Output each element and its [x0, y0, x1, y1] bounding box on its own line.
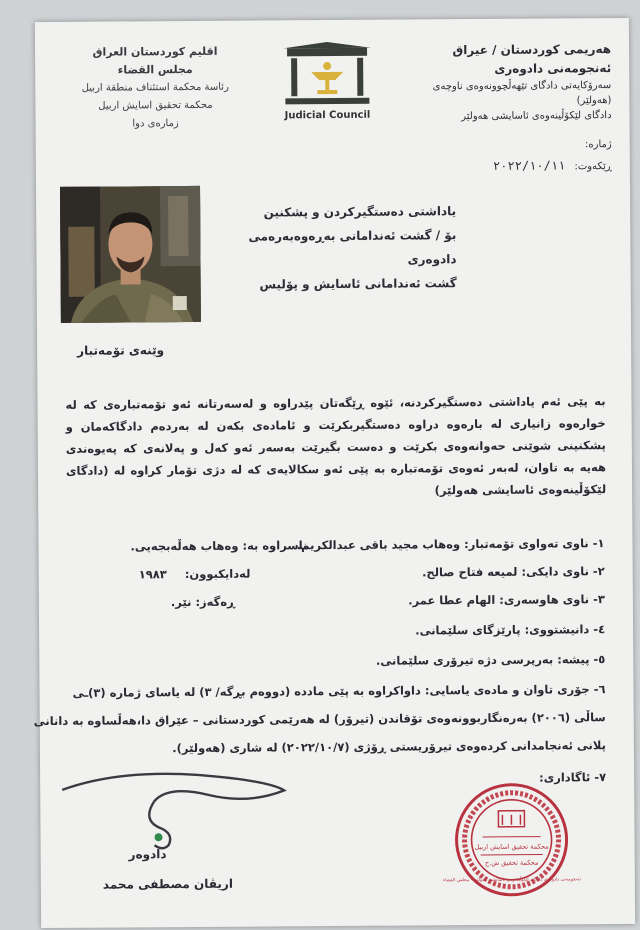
birth-label: لەدایکبوون:	[184, 566, 251, 582]
stamp-center-line1: محكمة تحقيق اسايش اربيل	[474, 842, 549, 852]
header-right	[401, 40, 612, 175]
item-nickname: ناسراوە بە: وەهاب هەڵەبجەیی.	[130, 538, 308, 554]
judge-signature-icon	[58, 760, 289, 882]
document-page	[35, 18, 635, 928]
item-gender: ڕەگەز: نێر.	[170, 594, 235, 610]
item-crime-line3: پلانی ئەنجامدانی کردەوەی تیرۆریستی ڕۆژی (٢٠٢٢/١٠/٧) لە شاری (هەولێر).	[172, 738, 606, 756]
date-value: ٢٠٢٢/١٠/١١	[492, 158, 566, 173]
stamp-center-line2: محكمة تحقيق ش.ح	[484, 858, 539, 867]
document-title	[206, 199, 457, 297]
court-stamp-icon	[442, 780, 581, 899]
date-label: ڕێکەوت:	[574, 161, 612, 173]
header-right-number: ژمارە:	[585, 139, 612, 151]
header-left-line3: رئاسة محكمة استئناف منطقة اربيل	[81, 81, 229, 94]
header-left	[55, 43, 256, 134]
item-wife: ٣- ناوی هاوسەری: الهام عطا عمر.	[408, 592, 605, 608]
title-line1: یاداشتی دەستگیرکردن و پشکنین	[263, 204, 457, 220]
item-job: ٥- پیشە: بەرپرسی دژە تیرۆری سلێمانی.	[375, 652, 606, 668]
header-right-line3: سەرۆکایەتی دادگای تێهەڵچوونەوەی ناوچەی (هەولێر)	[432, 80, 612, 107]
header-left-line5: زمارەی دوا	[132, 118, 179, 130]
header-right-line1: هەریمی کوردستان / عیراق	[452, 42, 612, 58]
logo-caption: Judicial Council	[284, 109, 371, 122]
judicial-council-logo	[277, 42, 378, 133]
item-name: ١- ناوی تەواوی تۆمەتبار: وەهاب مجید باقی عبدالكريم.	[296, 536, 605, 553]
header-right-line4: دادگای لێکۆڵینەوەی ئاسایشی هەولێر	[461, 110, 612, 123]
photo-caption: وێنەی تۆمەتبار	[77, 343, 165, 358]
signature-role: دادوەر	[128, 847, 167, 862]
body-paragraph: بە پێی ئەم یاداشتی دەستگیرکردنە، ئێوە ڕێگەتان پێدراوە و لەسەرتانە ئەو تۆمەتبارەی کە لە خوارەوە زانیاری لە بارەوە دراوە دەستگیربکرێت و ئامادەی بکەن لە بەردەم دادگاکەمان و پشکنینی شوێنی حەوانەوەی بکرێت و دەست بگیرێت بەسەر ئەو کەل و پەلانەی کە پەیوەندی هەیە بە تاوان، لەبەر ئەوەی تۆمەتبارە بە پێی ئەو سکالایەی کە لە دژی تۆمار کراوە لە (دادگای لێکۆڵینەوەی ئاسایشی هەولێر)	[65, 394, 607, 498]
item-crime-line2: ساڵی (٢٠٠٦) بەرەنگاربوونەوەی تۆقاندن (تیرۆر) لە هەرێمی کوردستانی – عێراق دا،هەڵساوە بە دانانی	[33, 710, 606, 729]
item-mother: ٢- ناوی دایکی: لميعه فتاح صالح.	[421, 564, 605, 580]
birth-year: ١٩٨٣	[138, 567, 167, 582]
suspect-photo	[60, 186, 201, 323]
header-left-line2: مجلس القضاء	[117, 62, 193, 77]
header-left-line4: محكمة تحقيق اسايش اربيل	[98, 99, 213, 112]
header-left-line1: اقليم كوردستان العراق	[92, 44, 218, 59]
title-line3: گشت ئەندامانی ئاسایش و پۆلیس	[259, 276, 457, 292]
signature-name: اریڤان مصطفى محمد	[102, 876, 233, 892]
header-right-line2: ئەنجومەنی دادوەری	[494, 61, 612, 76]
item-birth	[139, 567, 251, 582]
item-crime-line1: ٦- جۆری تاوان و مادەی یاسایی: داواکراوە بە پێی مادده (دووەم بڕگە/ ٣) لە یاسای ژمارە (٣)ـی	[72, 682, 606, 700]
title-line2: بۆ / گشت ئەندامانی بەڕەوەبەرەمی دادوەری	[248, 228, 457, 267]
scales-of-justice-icon	[277, 42, 377, 109]
stamp-ring-text: ئەنجومەنی دادوەری دادگای لێکۆڵینەوەی ئاسایشی هەولێر • مجلس القضاء	[442, 877, 581, 884]
item-other: ٧- ئاگاداری:	[539, 770, 607, 785]
item-residence: ٤- دانیشتووی: پارێزگای سلێمانی.	[415, 622, 606, 638]
header-right-date	[402, 158, 612, 175]
